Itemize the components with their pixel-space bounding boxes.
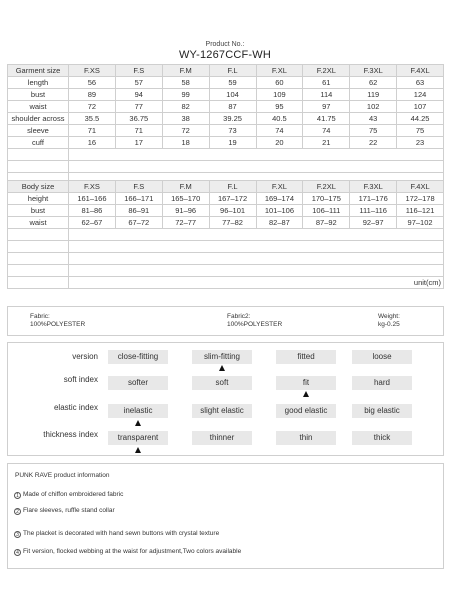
attribute-option: close-fitting	[108, 350, 168, 364]
circled-number: 3	[14, 531, 21, 538]
table-cell: 77–82	[209, 217, 256, 229]
attribute-option: slight elastic	[192, 404, 252, 418]
table-cell: 62	[350, 77, 397, 89]
table-cell: 16	[69, 137, 116, 149]
table-cell: 17	[115, 137, 162, 149]
table-cell: 165–170	[162, 193, 209, 205]
row-label: bust	[8, 89, 69, 101]
table-cell: 102	[350, 101, 397, 113]
table-cell: 74	[256, 125, 303, 137]
table-cell: 167–172	[209, 193, 256, 205]
attribute-option: fitted	[276, 350, 336, 364]
table-cell: 169–174	[256, 193, 303, 205]
table-cell: 95	[256, 101, 303, 113]
info-list-item	[14, 491, 123, 499]
empty-cell	[8, 149, 69, 161]
attribute-row	[8, 376, 445, 400]
attribute-label: thickness index	[43, 430, 98, 439]
table-cell: 97	[303, 101, 350, 113]
size-column-header: F.S	[115, 65, 162, 77]
empty-cell	[69, 229, 444, 241]
fabric-1	[30, 313, 85, 329]
size-column-header: F.3XL	[350, 65, 397, 77]
fabric-2	[227, 313, 282, 329]
empty-cell	[8, 241, 69, 253]
size-column-header: F.XL	[256, 65, 303, 77]
table-cell: 38	[162, 113, 209, 125]
product-no-label: Product No.:	[205, 41, 245, 48]
fabric2-label: Fabric2:	[227, 313, 251, 320]
size-column-header: F.4XL	[397, 65, 444, 77]
table-row	[8, 113, 444, 125]
table-cell: 124	[397, 89, 444, 101]
attribute-row	[8, 350, 445, 374]
table-cell: 71	[69, 125, 116, 137]
table-cell: 63	[397, 77, 444, 89]
row-label: shoulder across	[8, 113, 69, 125]
table-row	[8, 217, 444, 229]
table-cell: 21	[303, 137, 350, 149]
table-cell: 40.5	[256, 113, 303, 125]
empty-cell	[8, 277, 69, 289]
table-cell: 57	[115, 77, 162, 89]
empty-cell	[8, 229, 69, 241]
circled-number: 2	[14, 508, 21, 515]
table-row	[8, 137, 444, 149]
fabric-label: Fabric:	[30, 313, 50, 320]
product-no: WY-1267CCF-WH	[178, 49, 272, 61]
table-cell: 91–96	[162, 205, 209, 217]
row-label: length	[8, 77, 69, 89]
table-cell: 81–86	[69, 205, 116, 217]
size-column-header: F.3XL	[350, 181, 397, 193]
size-type-header: Body size	[8, 181, 69, 193]
table-cell: 61	[303, 77, 350, 89]
table-cell: 109	[256, 89, 303, 101]
table-cell: 41.75	[303, 113, 350, 125]
table-cell: 171–176	[350, 193, 397, 205]
table-cell: 58	[162, 77, 209, 89]
table-cell: 119	[350, 89, 397, 101]
table-cell: 39.25	[209, 113, 256, 125]
table-row	[8, 77, 444, 89]
info-item-text: Made of chiffon embroidered fabric	[23, 491, 124, 498]
garment-size-table	[7, 64, 444, 185]
attribute-option: fit	[276, 376, 336, 390]
size-column-header: F.2XL	[303, 65, 350, 77]
attribute-option: big elastic	[352, 404, 412, 418]
attribute-option: transparent	[108, 431, 168, 445]
empty-row	[8, 229, 444, 241]
empty-cell	[8, 265, 69, 277]
size-column-header: F.L	[209, 181, 256, 193]
attribute-label: elastic index	[53, 403, 98, 412]
selected-marker-icon	[135, 447, 141, 453]
table-cell: 56	[69, 77, 116, 89]
attribute-option: softer	[108, 376, 168, 390]
size-column-header: F.XL	[256, 181, 303, 193]
table-cell: 97–102	[397, 217, 444, 229]
table-cell: 82–87	[256, 217, 303, 229]
attribute-option: slim-fitting	[192, 350, 252, 364]
header	[0, 40, 450, 61]
table-cell: 73	[209, 125, 256, 137]
selected-marker-icon	[303, 391, 309, 397]
unit-label: unit(cm)	[69, 277, 444, 289]
table-cell: 111–116	[350, 205, 397, 217]
table-cell: 170–175	[303, 193, 350, 205]
table-cell: 72	[162, 125, 209, 137]
attribute-row	[8, 431, 445, 455]
circled-number: 1	[14, 492, 21, 499]
size-column-header: F.L	[209, 65, 256, 77]
fabric-info	[7, 306, 444, 336]
table-cell: 87–92	[303, 217, 350, 229]
size-column-header: F.4XL	[397, 181, 444, 193]
row-label: waist	[8, 101, 69, 113]
table-cell: 101–106	[256, 205, 303, 217]
table-cell: 67–72	[115, 217, 162, 229]
fabric-value: 100%POLYESTER	[30, 321, 86, 328]
table-cell: 89	[69, 89, 116, 101]
table-cell: 20	[256, 137, 303, 149]
table-cell: 77	[115, 101, 162, 113]
row-label: bust	[8, 205, 69, 217]
table-cell: 59	[209, 77, 256, 89]
info-item-text: The placket is decorated with hand sewn buttons with crystal texture	[23, 530, 220, 537]
info-list-item	[14, 507, 115, 515]
table-cell: 92–97	[350, 217, 397, 229]
size-column-header: F.2XL	[303, 181, 350, 193]
table-row	[8, 193, 444, 205]
empty-row	[8, 253, 444, 265]
table-cell: 75	[350, 125, 397, 137]
table-cell: 19	[209, 137, 256, 149]
row-label: height	[8, 193, 69, 205]
attribute-option: loose	[352, 350, 412, 364]
table-cell: 60	[256, 77, 303, 89]
empty-cell	[69, 149, 444, 161]
table-cell: 36.75	[115, 113, 162, 125]
table-row	[8, 89, 444, 101]
info-item-text: Flare sleeves, ruffle stand collar	[23, 507, 115, 514]
empty-cell	[8, 253, 69, 265]
table-cell: 35.5	[69, 113, 116, 125]
product-information	[7, 463, 444, 569]
table-cell: 72	[69, 101, 116, 113]
attribute-option: thin	[276, 431, 336, 445]
weight-value: kg-0.25	[378, 321, 400, 328]
table-row	[8, 101, 444, 113]
table-cell: 116–121	[397, 205, 444, 217]
table-cell: 44.25	[397, 113, 444, 125]
row-label: sleeve	[8, 125, 69, 137]
empty-cell	[8, 161, 69, 173]
attribute-row	[8, 404, 445, 428]
weight-label: Weight:	[378, 313, 400, 320]
attribute-option: hard	[352, 376, 412, 390]
table-row	[8, 205, 444, 217]
info-list-item	[14, 530, 219, 538]
fabric2-value: 100%POLYESTER	[227, 321, 283, 328]
table-cell: 82	[162, 101, 209, 113]
table-cell: 72–77	[162, 217, 209, 229]
row-label: waist	[8, 217, 69, 229]
weight	[378, 313, 400, 329]
attribute-option: thinner	[192, 431, 252, 445]
selected-marker-icon	[135, 420, 141, 426]
table-cell: 172–178	[397, 193, 444, 205]
table-cell: 22	[350, 137, 397, 149]
table-cell: 104	[209, 89, 256, 101]
table-cell: 43	[350, 113, 397, 125]
table-cell: 74	[303, 125, 350, 137]
empty-row	[8, 161, 444, 173]
row-label: cuff	[8, 137, 69, 149]
info-title: PUNK RAVE product information	[15, 472, 110, 479]
selected-marker-icon	[219, 365, 225, 371]
table-cell: 161–166	[69, 193, 116, 205]
table-cell: 94	[115, 89, 162, 101]
empty-cell	[69, 161, 444, 173]
attribute-option: thick	[352, 431, 412, 445]
table-cell: 96–101	[209, 205, 256, 217]
info-list-item	[14, 548, 241, 556]
attribute-option: inelastic	[108, 404, 168, 418]
attribute-label: soft index	[63, 375, 98, 384]
size-column-header: F.M	[162, 65, 209, 77]
size-column-header: F.XS	[69, 65, 116, 77]
empty-cell	[69, 265, 444, 277]
info-item-text: Fit version, flocked webbing at the waist for adjustment,Two colors available	[23, 548, 242, 555]
unit-row	[8, 277, 444, 289]
table-cell: 18	[162, 137, 209, 149]
table-cell: 71	[115, 125, 162, 137]
table-cell: 62–67	[69, 217, 116, 229]
size-column-header: F.M	[162, 181, 209, 193]
empty-row	[8, 241, 444, 253]
table-cell: 86–91	[115, 205, 162, 217]
circled-number: 4	[14, 549, 21, 556]
empty-cell	[69, 241, 444, 253]
table-cell: 75	[397, 125, 444, 137]
table-row	[8, 125, 444, 137]
attribute-scales	[7, 342, 444, 456]
table-cell: 87	[209, 101, 256, 113]
table-cell: 114	[303, 89, 350, 101]
empty-cell	[69, 253, 444, 265]
attribute-option: soft	[192, 376, 252, 390]
empty-row	[8, 149, 444, 161]
attribute-option: good elastic	[276, 404, 336, 418]
table-header-row	[8, 181, 444, 193]
table-cell: 99	[162, 89, 209, 101]
size-column-header: F.XS	[69, 181, 116, 193]
empty-row	[8, 265, 444, 277]
size-type-header: Garment size	[8, 65, 69, 77]
size-column-header: F.S	[115, 181, 162, 193]
attribute-label: version	[72, 352, 98, 361]
table-cell: 106–111	[303, 205, 350, 217]
table-cell: 23	[397, 137, 444, 149]
table-header-row	[8, 65, 444, 77]
table-cell: 166–171	[115, 193, 162, 205]
table-cell: 107	[397, 101, 444, 113]
body-size-table	[7, 180, 444, 289]
